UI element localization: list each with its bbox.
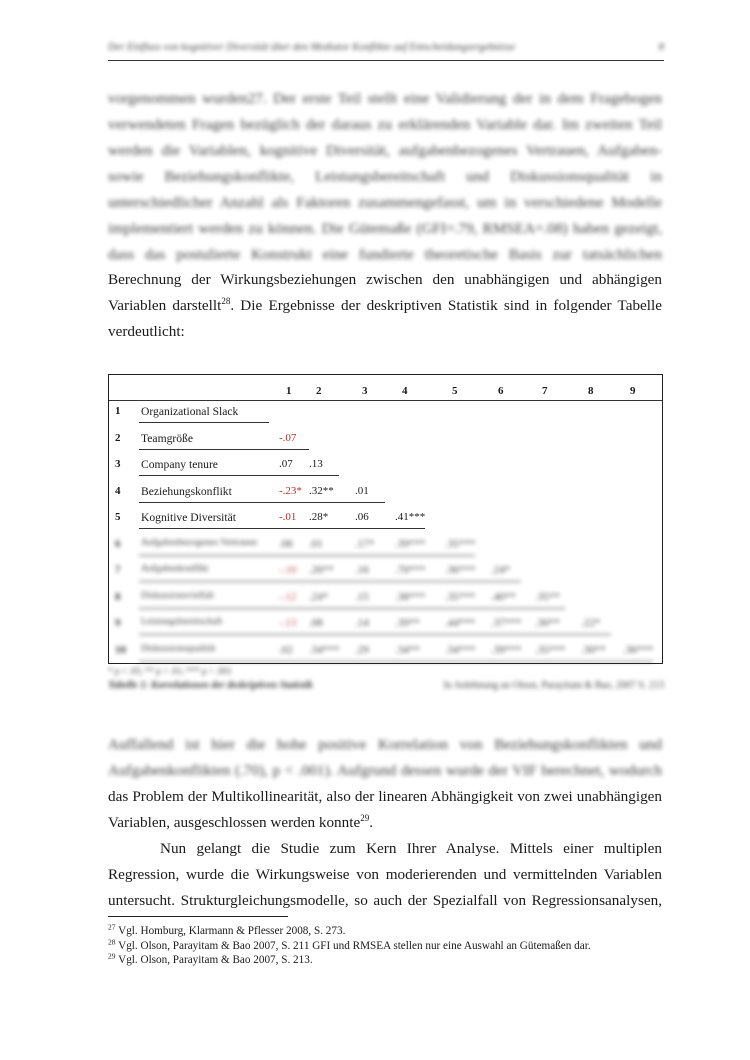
text-line — [108, 293, 662, 319]
text-fragment: Variablen, ausgeschlossen werden konnte — [108, 814, 361, 831]
footnote-ref[interactable]: 29 — [360, 812, 370, 823]
footnote-item — [108, 936, 664, 954]
text-line: Regression, wurde die Wirkungsweise von moderierenden und vermittelnden Variablen — [108, 866, 662, 883]
table-cell: .14 — [355, 617, 369, 629]
text-fragment: Variablen darstellt — [108, 297, 222, 314]
text-line: sowie Beziehungskonflikte, Leistungsbereitschaft und Diskussionsqualität in — [108, 168, 662, 185]
page-number: 8 — [658, 42, 664, 53]
table-cell: .15 — [355, 590, 369, 603]
column-header: 2 — [316, 385, 322, 397]
table-cell: .30** — [535, 617, 560, 629]
table-cell: .37*** — [491, 617, 522, 629]
row-label: Beziehungskonflikt — [141, 484, 232, 498]
row-underline — [139, 555, 475, 556]
row-underline — [139, 661, 653, 662]
correlation-table — [108, 374, 663, 664]
table-source: In Anlehnung an Olson, Parayitam & Bao, 2007 S. 213 — [443, 680, 664, 691]
table-cell: .35*** — [535, 643, 566, 656]
row-number: 1 — [115, 405, 121, 417]
running-header — [108, 42, 664, 53]
paragraph-1-clear — [108, 267, 662, 345]
table-cell: .35*** — [445, 537, 476, 550]
table-cell: .39*** — [491, 643, 522, 656]
paragraph-1-blurred — [108, 86, 662, 268]
row-underline — [139, 422, 269, 423]
table-cell: -.13 — [279, 617, 297, 629]
table-cell: .35** — [535, 590, 560, 603]
row-label: Company tenure — [141, 458, 218, 471]
footnote-item — [108, 953, 664, 968]
table-cell: .28* — [309, 511, 329, 523]
table-cell: .40** — [491, 590, 516, 603]
significance-note: * p < .05; ** p < .01; *** p < .001 — [108, 666, 232, 676]
paragraph-3 — [108, 836, 662, 914]
table-cell: -.12 — [279, 590, 297, 603]
row-number: 9 — [115, 617, 121, 629]
footnote-number: 28 — [108, 936, 116, 946]
row-number: 6 — [115, 537, 121, 550]
table-header-rule — [109, 400, 662, 401]
row-label: Kognitive Diversität — [141, 511, 236, 524]
paragraph-2-blurred — [108, 732, 662, 784]
table-cell: .01 — [309, 537, 323, 550]
column-header: 9 — [630, 385, 636, 397]
table-cell: .35*** — [445, 590, 476, 603]
footnotes — [108, 924, 664, 968]
table-cell: .70*** — [395, 564, 426, 576]
row-label: Leistungsbereitschaft — [141, 617, 223, 627]
table-cell: -.23* — [279, 484, 302, 497]
table-cell: .24* — [309, 590, 329, 603]
text-line: Berechnung der Wirkungsbeziehungen zwischen den unabhängigen und abhängigen — [108, 271, 662, 288]
row-number: 8 — [115, 590, 121, 603]
table-cell: .39** — [395, 617, 420, 629]
text-fragment: . Die Ergebnisse der deskriptiven Statistik sind in folgender Tabelle — [230, 297, 662, 314]
footnote-separator — [108, 916, 288, 917]
text-line: untersucht. Strukturgleichungsmodelle, so auch der Spezialfall von Regressionsanalysen, — [108, 892, 662, 909]
text-line: Nun gelangt die Studie zum Kern Ihrer Analyse. Mittels einer multiplen — [160, 840, 662, 857]
table-cell: -.10 — [279, 564, 297, 576]
row-label: Diskussionsqualität — [141, 643, 216, 654]
footnote-number: 27 — [108, 922, 116, 932]
table-cell: .44*** — [445, 617, 476, 629]
row-number: 10 — [115, 643, 126, 656]
text-line: Aufgabenkonflikten (.70), p < .001). Aufgrund dessen wurde der VIF berechnet, wodurch — [108, 762, 662, 779]
text-line: vorgenommen wurden27. Der erste Teil stellt eine Validierung der in dem Fragebogen — [108, 90, 662, 107]
footnote-text: Vgl. Homburg, Klarmann & Pflesser 2008, S. 273. — [118, 925, 346, 937]
row-number: 2 — [115, 431, 121, 444]
table-cell: .34*** — [309, 643, 340, 656]
row-label: Teamgröße — [141, 431, 193, 445]
table-caption: Tabelle 1: Korrelationen der deskriptiven Statistik — [108, 680, 313, 691]
row-underline — [139, 475, 339, 476]
table-cell: .24* — [491, 564, 511, 576]
column-header: 5 — [452, 385, 458, 397]
row-underline — [139, 502, 385, 503]
header-rule — [108, 60, 664, 61]
column-header: 7 — [542, 385, 548, 397]
row-label: Aufgabenbezogenes Vertrauen — [141, 537, 258, 548]
footnote-text: Vgl. Olson, Parayitam & Bao 2007, S. 213. — [118, 954, 313, 966]
footnote-item — [108, 924, 664, 939]
row-number: 5 — [115, 511, 121, 523]
row-underline — [139, 449, 309, 450]
table-cell: .01 — [355, 484, 369, 497]
row-label: Organizational Slack — [141, 405, 239, 418]
row-underline — [139, 581, 521, 582]
table-cell: .41*** — [395, 511, 426, 523]
table-cell: .34*** — [445, 643, 476, 656]
footnote-number: 29 — [108, 951, 116, 961]
text-line: dass das postulierte Konstrukt eine fundierte theoretische Basis zur tatsächlichen — [108, 246, 662, 263]
row-number: 3 — [115, 458, 121, 470]
table-cell: .22* — [581, 617, 601, 629]
text-line — [108, 810, 662, 836]
text-line: werden die Variablen, kognitive Diversität, aufgabenbezogenes Vertrauen, Aufgaben- — [108, 142, 662, 159]
table-cell: .08 — [309, 617, 323, 629]
row-underline — [139, 634, 611, 635]
table-cell: .36*** — [445, 564, 476, 576]
table-caption-row — [108, 680, 664, 691]
header-title: Der Einfluss von kognitiver Diversität über den Mediator Konflikte auf Entscheidungsergebnisse — [108, 42, 516, 53]
row-underline — [139, 528, 425, 529]
row-underline — [139, 608, 565, 609]
table-cell: .29 — [355, 643, 369, 656]
table-cell: .16 — [355, 564, 369, 576]
column-header: 4 — [402, 385, 408, 397]
column-header: 1 — [286, 385, 292, 397]
table-cell: .38*** — [395, 590, 426, 603]
column-header: 6 — [498, 385, 504, 397]
table-cell: .36*** — [623, 643, 654, 656]
table-cell: -.01 — [279, 511, 297, 523]
table-cell: .06 — [279, 537, 293, 550]
column-header: 3 — [362, 385, 368, 397]
text-line: das Problem der Multikollinearität, also der linearen Abhängigkeit von zwei unabhängigen — [108, 788, 662, 805]
paragraph-2-clear — [108, 784, 662, 836]
table-cell: .32** — [309, 484, 334, 497]
table-cell: .34** — [395, 643, 420, 656]
text-line: verwendeten Fragen bezüglich der daraus zu erklärenden Variable dar. Im zweiten Teil — [108, 116, 662, 133]
text-line: implementiert werden zu können. Die Gütemaße (GFI=.79, RMSEA=.08) haben gezeigt, — [108, 220, 662, 237]
table-cell: .13 — [309, 458, 323, 470]
table-cell: .30** — [581, 643, 606, 656]
row-label: Diskussionsvielfalt — [141, 590, 214, 601]
text-line: unterschiedlicher Anzahl als Faktoren zusammengefasst, um in verschiedene Modelle — [108, 194, 662, 211]
table-cell: .07 — [279, 458, 293, 470]
row-number: 4 — [115, 484, 121, 497]
table-cell: .06 — [355, 511, 369, 523]
row-number: 7 — [115, 564, 121, 576]
row-label: Aufgabenkonflikt — [141, 564, 209, 574]
table-cell: .39*** — [395, 537, 426, 550]
footnote-text: Vgl. Olson, Parayitam & Bao 2007, S. 211 GFI und RMSEA stellen nur eine Auswahl an Gütemaßen dar. — [118, 939, 591, 952]
table-cell: .26** — [309, 564, 334, 576]
text-fragment: . — [369, 814, 373, 831]
footnote-ref[interactable]: 28 — [221, 295, 231, 306]
column-header: 8 — [588, 385, 594, 397]
table-cell: -.07 — [279, 431, 297, 444]
table-cell: .02 — [279, 643, 293, 656]
text-line: verdeutlicht: — [108, 323, 185, 340]
text-line: Auffallend ist hier die hohe positive Korrelation von Beziehungskonflikten und — [108, 736, 662, 753]
table-cell: .17* — [355, 537, 375, 550]
